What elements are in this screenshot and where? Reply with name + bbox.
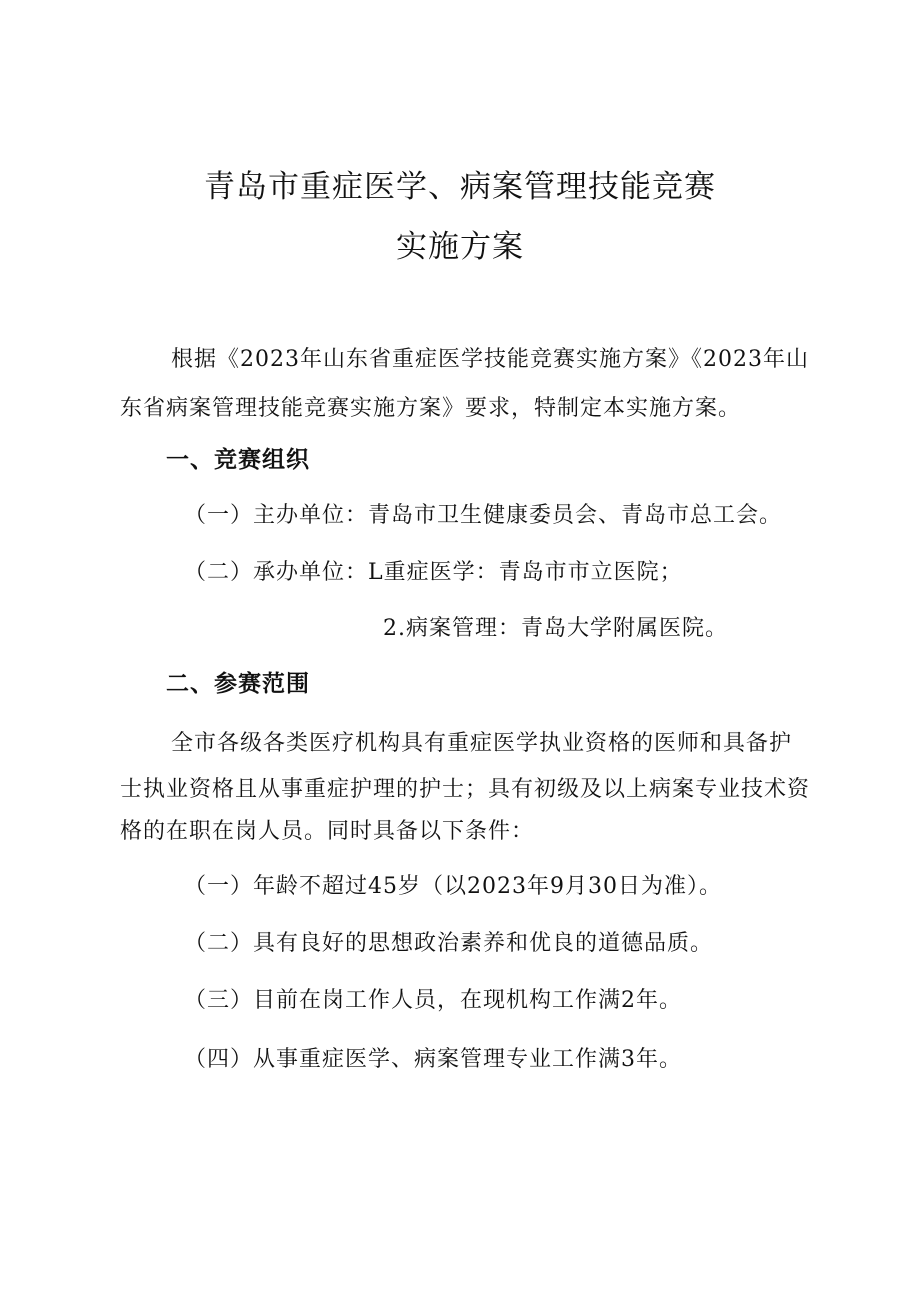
condition-2: （二）具有良好的思想政治素养和优良的道德品质。 bbox=[184, 931, 714, 956]
scope-paragraph-line2: 士执业资格且从事重症护理的护士；具有初级及以上病案专业技术资 bbox=[120, 777, 811, 802]
condition-4: （四）从事重症医学、病案管理专业工作满3年。 bbox=[184, 1047, 682, 1072]
document-title-line1: 青岛市重症医学、病案管理技能竞赛 bbox=[204, 169, 716, 205]
intro-paragraph-line2: 东省病案管理技能竞赛实施方案》要求，特制定本实施方案。 bbox=[120, 396, 742, 421]
host-unit-line: （二）承办单位：L重症医学：青岛市市立医院； bbox=[184, 560, 683, 585]
condition-1: （一）年龄不超过45岁（以2023年9月30日为准）。 bbox=[184, 874, 722, 899]
organizer-line: （一）主办单位：青岛市卫生健康委员会、青岛市总工会。 bbox=[184, 503, 783, 528]
document-title-line2: 实施方案 bbox=[396, 229, 524, 265]
condition-3: （三）目前在岗工作人员，在现机构工作满2年。 bbox=[184, 988, 682, 1013]
scope-paragraph-line3: 格的在职在岗人员。同时具备以下条件： bbox=[120, 819, 535, 844]
host-unit-line2: 2.病案管理：青岛大学附属医院。 bbox=[383, 616, 728, 641]
intro-paragraph-line1: 根据《2023年山东省重症医学技能竞赛实施方案》《2023年山 bbox=[171, 347, 809, 372]
section2-heading: 二、参赛范围 bbox=[166, 671, 310, 697]
section1-heading: 一、竞赛组织 bbox=[166, 447, 310, 473]
scope-paragraph-line1: 全市各级各类医疗机构具有重症医学执业资格的医师和具备护 bbox=[171, 731, 793, 756]
